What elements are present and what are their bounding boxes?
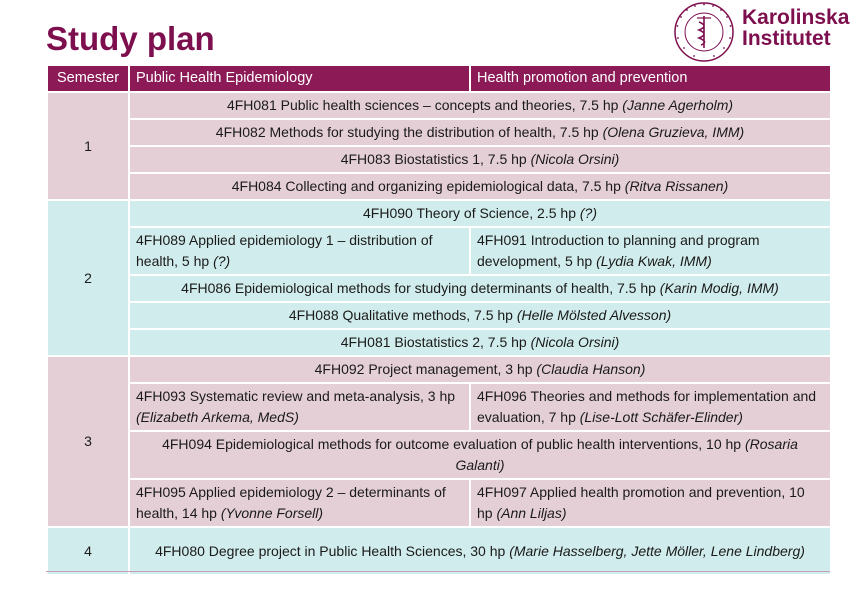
table-row bbox=[47, 173, 831, 200]
course-text: 4FH082 Methods for studying the distribution of health, 7.5 hp bbox=[215, 124, 603, 140]
course-teacher: (?) bbox=[213, 253, 231, 269]
course-teacher: (Claudia Hanson) bbox=[536, 361, 646, 377]
course-text: 4FH083 Biostatistics 1, 7.5 hp bbox=[340, 151, 531, 167]
course-teacher: (Elizabeth Arkema, MedS) bbox=[136, 409, 299, 425]
course-text: 4FH081 Public health sciences – concepts and theories, 7.5 hp bbox=[226, 97, 623, 113]
semester-1-cell: 1 bbox=[47, 92, 129, 200]
course-4fh088 bbox=[129, 302, 831, 329]
course-4fh093 bbox=[129, 383, 470, 431]
course-4fh082 bbox=[129, 119, 831, 146]
table-row bbox=[47, 146, 831, 173]
course-4fh081-biostatistics-2 bbox=[129, 329, 831, 356]
course-4fh083 bbox=[129, 146, 831, 173]
page-title: Study plan bbox=[46, 20, 215, 57]
course-text: 4FH094 Epidemiological methods for outcome evaluation of public health interventions, 10 hp bbox=[162, 436, 745, 452]
table-row bbox=[47, 527, 831, 575]
course-teacher: (Rosaria Galanti) bbox=[455, 436, 798, 473]
table-row bbox=[47, 200, 831, 227]
course-4fh091 bbox=[470, 227, 831, 275]
course-text: 4FH093 Systematic review and meta-analysis, 3 hp bbox=[136, 388, 456, 404]
ki-seal-icon bbox=[672, 0, 736, 64]
course-4fh096 bbox=[470, 383, 831, 431]
course-text: 4FH092 Project management, 3 hp bbox=[314, 361, 537, 377]
semester-2-cell: 2 bbox=[47, 200, 129, 356]
karolinska-logo bbox=[672, 0, 850, 64]
course-text: 4FH089 Applied epidemiology 1 – distribution of health, 5 hp bbox=[136, 232, 433, 269]
course-4fh090 bbox=[129, 200, 831, 227]
course-4fh092 bbox=[129, 356, 831, 383]
course-teacher: (Olena Gruzieva, IMM) bbox=[602, 124, 745, 140]
course-teacher: (Nicola Orsini) bbox=[530, 334, 620, 350]
table-row bbox=[47, 302, 831, 329]
course-teacher: (Nicola Orsini) bbox=[530, 151, 620, 167]
table-row bbox=[47, 119, 831, 146]
table-row bbox=[47, 92, 831, 119]
course-teacher: (Helle Mölsted Alvesson) bbox=[516, 307, 672, 323]
header-track-epidemiology: Public Health Epidemiology bbox=[129, 65, 470, 92]
course-text: 4FH088 Qualitative methods, 7.5 hp bbox=[288, 307, 517, 323]
course-4fh081 bbox=[129, 92, 831, 119]
table-row bbox=[47, 383, 831, 431]
course-4fh084 bbox=[129, 173, 831, 200]
table-row bbox=[47, 431, 831, 479]
semester-4-cell: 4 bbox=[47, 527, 129, 575]
header-semester: Semester bbox=[47, 65, 129, 92]
course-teacher: (Janne Agerholm) bbox=[622, 97, 734, 113]
table-row bbox=[47, 356, 831, 383]
course-teacher: (Ann Liljas) bbox=[496, 505, 567, 521]
course-text: 4FH084 Collecting and organizing epidemiological data, 7.5 hp bbox=[231, 178, 625, 194]
course-teacher: (Lydia Kwak, IMM) bbox=[596, 253, 712, 269]
semester-3-cell: 3 bbox=[47, 356, 129, 527]
course-text: 4FH086 Epidemiological methods for studying determinants of health, 7.5 hp bbox=[181, 280, 660, 296]
course-4fh089 bbox=[129, 227, 470, 275]
course-4fh080 bbox=[129, 527, 831, 575]
course-teacher: (Karin Modig, IMM) bbox=[659, 280, 779, 296]
course-teacher: (Ritva Rissanen) bbox=[624, 178, 729, 194]
course-teacher: (?) bbox=[579, 205, 597, 221]
course-4fh095 bbox=[129, 479, 470, 527]
footer-divider bbox=[46, 571, 830, 572]
course-text: 4FH081 Biostatistics 2, 7.5 hp bbox=[340, 334, 531, 350]
header-track-health-promotion: Health promotion and prevention bbox=[470, 65, 831, 92]
course-text: 4FH096 Theories and methods for implementation and evaluation, 7 hp bbox=[477, 388, 817, 425]
course-4fh097 bbox=[470, 479, 831, 527]
course-4fh094 bbox=[129, 431, 831, 479]
course-teacher: (Yvonne Forsell) bbox=[220, 505, 324, 521]
table-row bbox=[47, 227, 831, 275]
course-text: 4FH090 Theory of Science, 2.5 hp bbox=[363, 205, 580, 221]
course-4fh086 bbox=[129, 275, 831, 302]
course-teacher: (Lise-Lott Schäfer-Elinder) bbox=[579, 409, 743, 425]
course-text: 4FH097 Applied health promotion and prevention, 10 hp bbox=[477, 484, 805, 521]
table-row bbox=[47, 479, 831, 527]
table-row bbox=[47, 275, 831, 302]
course-text: 4FH080 Degree project in Public Health Sciences, 30 hp bbox=[155, 542, 510, 559]
course-text: 4FH091 Introduction to planning and program development, 5 hp bbox=[477, 232, 760, 269]
table-header-row bbox=[47, 65, 831, 92]
table-row bbox=[47, 329, 831, 356]
study-plan-table bbox=[46, 64, 832, 576]
logo-line-2: Institutet bbox=[742, 27, 831, 50]
course-text: 4FH095 Applied epidemiology 2 – determinants of health, 14 hp bbox=[136, 484, 446, 521]
course-teacher: (Marie Hasselberg, Jette Möller, Lene Lindberg) bbox=[509, 542, 805, 559]
logo-line-1: Karolinska bbox=[742, 6, 850, 29]
